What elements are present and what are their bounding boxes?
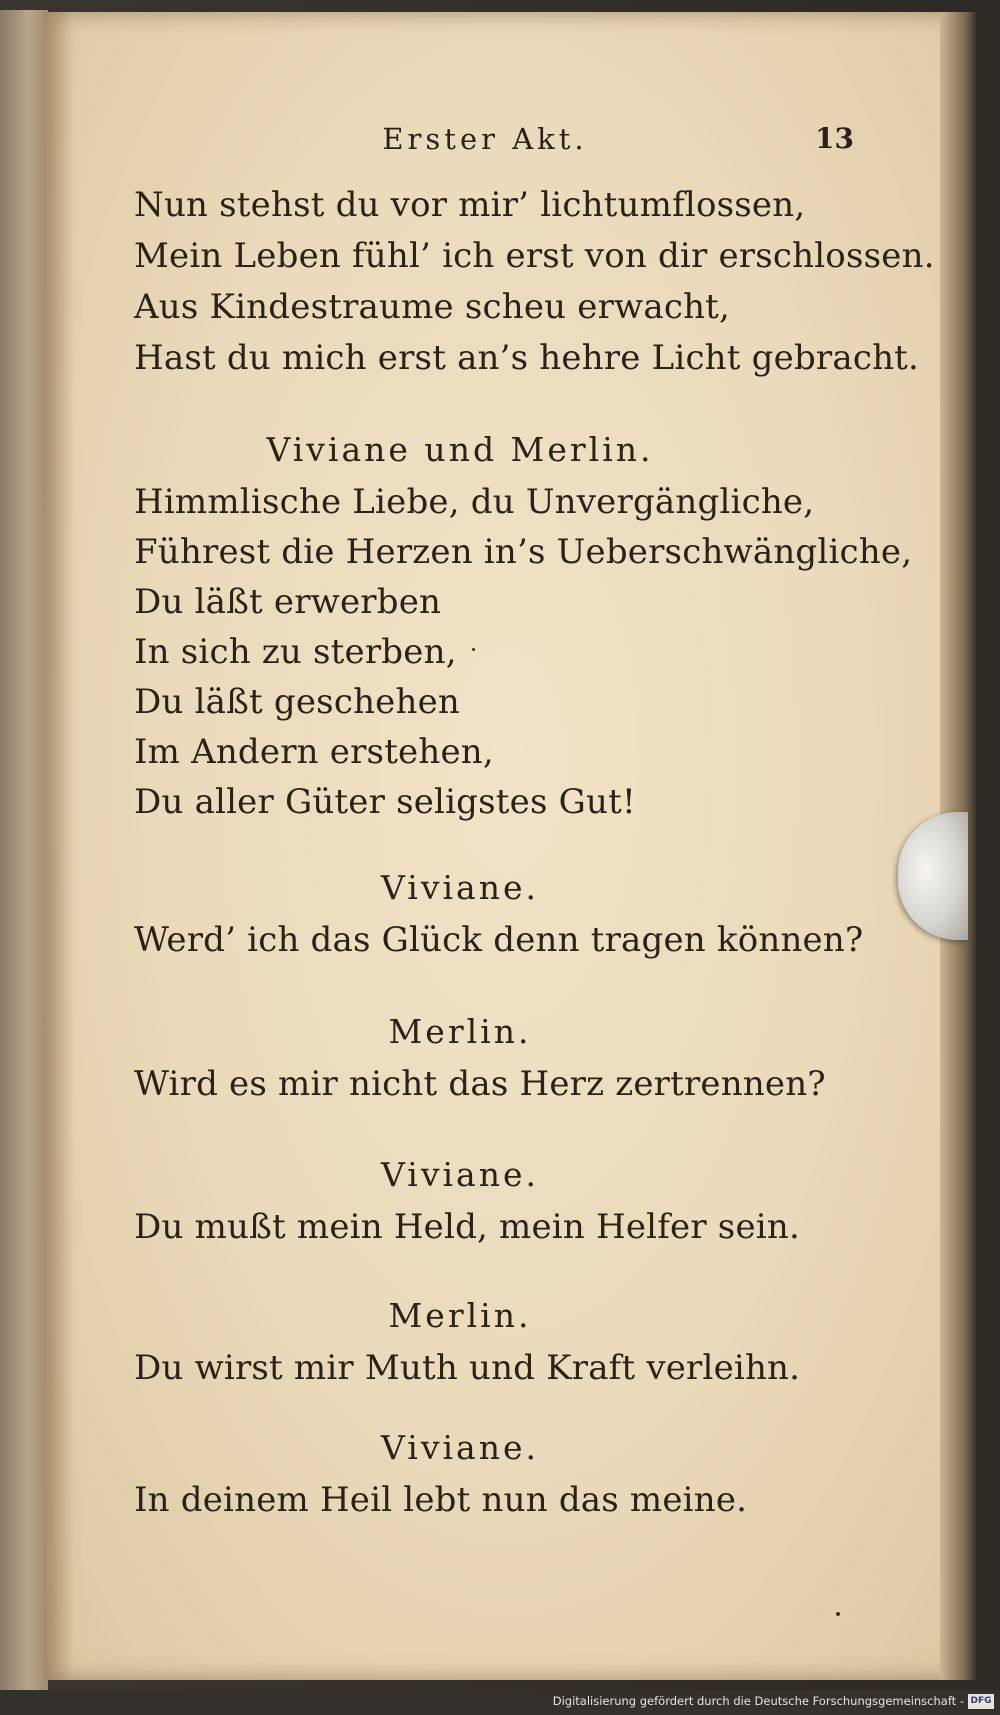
speaker-heading: Viviane und Merlin.: [266, 430, 654, 469]
verse-line: Hast du mich erst an’s hehre Licht gebracht.: [134, 338, 920, 378]
dfg-logo: DFG: [968, 1694, 994, 1709]
speaker-heading: Viviane.: [381, 1155, 539, 1194]
page-number: 13: [815, 122, 854, 155]
verse-line: Führest die Herzen in’s Ueberschwängliche,: [134, 532, 913, 572]
page-gutter-shadow: [44, 12, 74, 1680]
digitization-credit: Digitalisierung gefördert durch die Deutsche Forschungsgemeinschaft -: [552, 1694, 964, 1708]
verse-line: Werd’ ich das Glück denn tragen können?: [134, 920, 864, 960]
paper-speck: [836, 1612, 840, 1616]
verse-line: Du läßt erwerben: [134, 582, 442, 622]
verse-line: In deinem Heil lebt nun das meine.: [134, 1480, 748, 1520]
book-spine: [0, 10, 48, 1690]
verse-line: Du läßt geschehen: [134, 682, 461, 722]
speaker-heading: Merlin.: [388, 1296, 532, 1335]
verse-line: Mein Leben fühl’ ich erst von dir erschlossen.: [134, 236, 935, 276]
verse-line: Du aller Güter seligstes Gut!: [134, 782, 636, 822]
verse-line: Du wirst mir Muth und Kraft verleihn.: [134, 1348, 801, 1388]
speaker-heading: Merlin.: [388, 1012, 532, 1051]
verse-line: Aus Kindestraume scheu erwacht,: [134, 287, 731, 327]
speaker-heading: Viviane.: [381, 1428, 539, 1467]
verse-line: Wird es mir nicht das Herz zertrennen?: [134, 1064, 826, 1104]
verse-line: In sich zu sterben,: [134, 632, 457, 672]
verse-line: Du mußt mein Held, mein Helfer sein.: [134, 1207, 800, 1247]
running-head: Erster Akt.: [382, 122, 588, 156]
verse-line: Nun stehst du vor mir’ lichtumflossen,: [134, 185, 806, 225]
verse-line: Himmlische Liebe, du Unvergängliche,: [134, 482, 815, 522]
paper-speck: [472, 648, 475, 651]
speaker-heading: Viviane.: [381, 868, 539, 907]
verse-line: Im Andern erstehen,: [134, 732, 494, 772]
